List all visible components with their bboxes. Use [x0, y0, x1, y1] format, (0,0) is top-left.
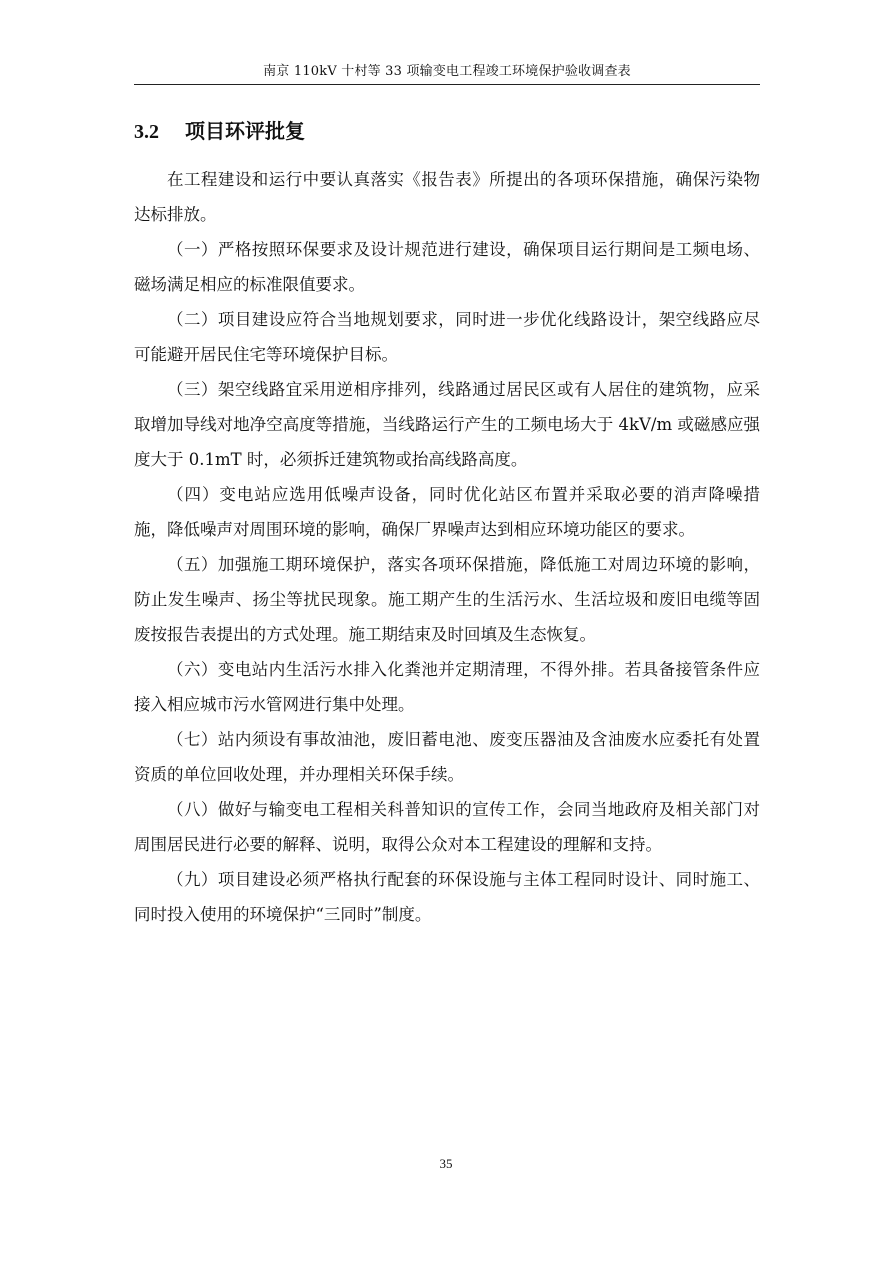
page-number: 35	[439, 1156, 453, 1171]
section-number: 3.2	[134, 121, 159, 143]
paragraph-item-3: （三）架空线路宜采用逆相序排列，线路通过居民区或有人居住的建筑物，应采取增加导线对地净空高度等措施，当线路运行产生的工频电场大于 4kV/m 或磁感应强度大于 0.1mT 时，必须拆迁建筑物或抬高线路高度。	[134, 380, 760, 469]
paragraph-item-1: （一）严格按照环保要求及设计规范进行建设，确保项目运行期间是工频电场、磁场满足相应的标准限值要求。	[134, 240, 760, 294]
paragraph-item-5: （五）加强施工期环境保护，落实各项环保措施，降低施工对周边环境的影响，防止发生噪声、扬尘等扰民现象。施工期产生的生活污水、生活垃圾和废旧电缆等固废按报告表提出的方式处理。施工期结束及时回填及生态恢复。	[134, 555, 760, 644]
section-title: 项目环评批复	[185, 119, 305, 143]
body-text	[134, 162, 760, 932]
paragraph-item-6: （六）变电站内生活污水排入化粪池并定期清理，不得外排。若具备接管条件应接入相应城市污水管网进行集中处理。	[134, 660, 760, 714]
paragraph-item-9: （九）项目建设必须严格执行配套的环保设施与主体工程同时设计、同时施工、同时投入使用的环境保护“三同时”制度。	[134, 870, 760, 924]
paragraph-item-2: （二）项目建设应符合当地规划要求，同时进一步优化线路设计，架空线路应尽可能避开居民住宅等环境保护目标。	[134, 310, 760, 364]
paragraph-item-8: （八）做好与输变电工程相关科普知识的宣传工作，会同当地政府及相关部门对周围居民进行必要的解释、说明，取得公众对本工程建设的理解和支持。	[134, 800, 760, 854]
paragraph-item-4: （四）变电站应选用低噪声设备，同时优化站区布置并采取必要的消声降噪措施，降低噪声对周围环境的影响，确保厂界噪声达到相应环境功能区的要求。	[134, 485, 760, 539]
paragraph-intro: 在工程建设和运行中要认真落实《报告表》所提出的各项环保措施，确保污染物达标排放。	[134, 170, 760, 224]
section-heading	[134, 116, 305, 147]
paragraph-item-7: （七）站内须设有事故油池，废旧蓄电池、废变压器油及含油废水应委托有处置资质的单位回收处理，并办理相关环保手续。	[134, 730, 760, 784]
header-title: 南京 110kV 十村等 33 项输变电工程竣工环境保护验收调查表	[263, 64, 631, 79]
page-header	[134, 62, 760, 85]
